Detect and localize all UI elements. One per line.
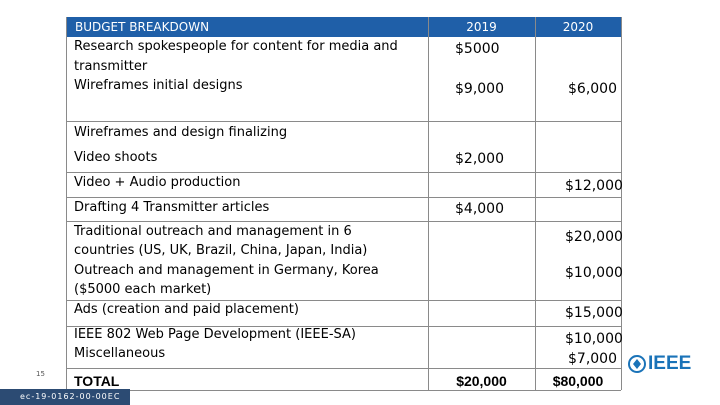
value-2020: $10,000 bbox=[565, 331, 623, 347]
item-label: Outreach and management in Germany, Korea bbox=[74, 263, 379, 278]
total-2020: $80,000 bbox=[552, 373, 604, 389]
value-2019: $9,000 bbox=[455, 81, 504, 97]
value-2020: $15,000 bbox=[565, 305, 623, 321]
value-2020: $10,000 bbox=[565, 265, 623, 281]
item-label: transmitter bbox=[74, 59, 148, 74]
value-2020: $6,000 bbox=[568, 81, 617, 97]
document-id: ec-19-0162-00-00EC bbox=[0, 389, 130, 405]
item-label: ($5000 each market) bbox=[74, 282, 212, 297]
page-number: 15 bbox=[36, 370, 45, 378]
item-label: Research spokespeople for content for media and bbox=[74, 39, 398, 54]
grid-line bbox=[66, 121, 621, 122]
value-2020: $7,000 bbox=[568, 351, 617, 367]
item-label: Video shoots bbox=[74, 150, 158, 165]
item-label: Miscellaneous bbox=[74, 346, 166, 361]
value-2020: $12,000 bbox=[565, 178, 623, 194]
item-label: IEEE 802 Web Page Development (IEEE-SA) bbox=[74, 327, 356, 342]
item-label: Drafting 4 Transmitter articles bbox=[74, 200, 270, 215]
grid-line bbox=[66, 17, 67, 390]
table-header-label: BUDGET BREAKDOWN bbox=[75, 20, 210, 34]
grid-line bbox=[428, 17, 429, 390]
table-header-2019: 2019 bbox=[466, 20, 497, 34]
item-label: countries (US, UK, Brazil, China, Japan, India) bbox=[74, 243, 368, 258]
item-label: Traditional outreach and management in 6 bbox=[74, 224, 352, 239]
item-label: Wireframes initial designs bbox=[74, 78, 243, 93]
grid-line bbox=[66, 368, 621, 369]
value-2019: $2,000 bbox=[455, 151, 504, 167]
table-header-2020: 2020 bbox=[562, 20, 594, 34]
value-2019: $5000 bbox=[455, 41, 500, 57]
value-2019: $4,000 bbox=[455, 201, 504, 217]
total-2019: $20,000 bbox=[456, 373, 507, 389]
item-label: Video + Audio production bbox=[74, 175, 241, 190]
ieee-wordmark: IEEE bbox=[648, 353, 692, 374]
grid-line bbox=[535, 17, 536, 390]
value-2020: $20,000 bbox=[565, 229, 623, 245]
item-label: Ads (creation and paid placement) bbox=[74, 302, 299, 317]
total-label: TOTAL bbox=[74, 373, 120, 389]
ieee-logo bbox=[628, 353, 691, 375]
item-label: Wireframes and design finalizing bbox=[74, 125, 288, 140]
ieee-logo-icon bbox=[628, 355, 646, 373]
